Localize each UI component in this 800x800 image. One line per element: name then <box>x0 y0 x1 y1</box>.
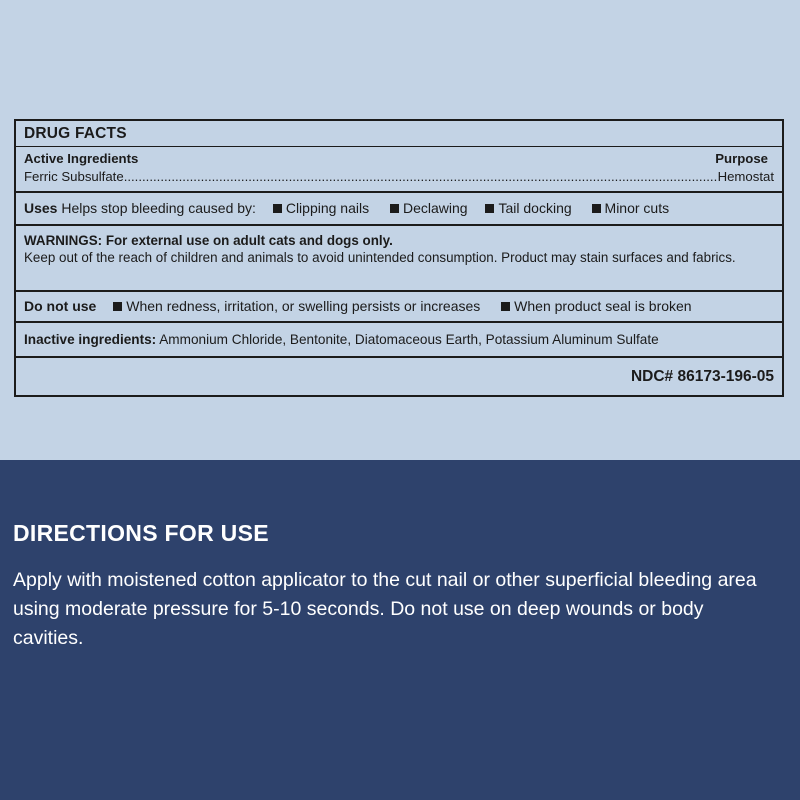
inactive-text: Ammonium Chloride, Bentonite, Diatomaceous Earth, Potassium Aluminum Sulfate <box>159 332 659 347</box>
uses-item: Tail docking <box>498 200 572 216</box>
active-ingredients-row <box>16 147 782 193</box>
bullet-square-icon <box>273 204 282 213</box>
uses-item: Minor cuts <box>604 200 670 216</box>
bullet-square-icon <box>592 204 601 213</box>
directions-section <box>0 460 800 800</box>
leader-dots <box>124 168 718 186</box>
uses-row <box>16 193 782 226</box>
uses-item: Clipping nails <box>285 200 370 216</box>
uses-item: Declawing <box>403 200 468 216</box>
directions-title: DIRECTIONS FOR USE <box>13 520 269 546</box>
ndc-number: NDC# 86173-196-05 <box>630 368 774 385</box>
active-ingredient: Ferric Subsulfate <box>24 169 124 184</box>
directions-text: Apply with moistened cotton applicator to the cut nail or other superficial bleeding area using moderate pressure for 5-10 seconds. Do not use on deep wounds or body cavities. <box>13 569 757 649</box>
do-not-use-row <box>16 292 782 323</box>
ndc-row <box>16 358 782 395</box>
warnings-text: Keep out of the reach of children and animals to avoid unintended consumption. Product may stain surfaces and fabrics. <box>24 250 736 265</box>
bullet-square-icon <box>390 204 399 213</box>
drug-facts-title: DRUG FACTS <box>24 125 127 142</box>
drug-facts-panel <box>14 119 784 397</box>
do-not-use-item: When product seal is broken <box>514 298 692 314</box>
bullet-square-icon <box>113 302 122 311</box>
purpose-header: Purpose <box>715 151 768 166</box>
drug-facts-title-row <box>16 121 782 147</box>
bullet-square-icon <box>501 302 510 311</box>
active-ingredients-header: Active Ingredients <box>24 151 139 166</box>
uses-label: Uses <box>24 200 58 216</box>
do-not-use-label: Do not use <box>24 298 97 314</box>
uses-text: Helps stop bleeding caused by: <box>61 200 256 216</box>
inactive-ingredients-row <box>16 323 782 358</box>
warnings-row <box>16 226 782 292</box>
purpose-value: Hemostat <box>717 169 774 184</box>
do-not-use-item: When redness, irritation, or swelling persists or increases <box>126 298 481 314</box>
inactive-label: Inactive ingredients: <box>24 332 157 347</box>
bullet-square-icon <box>485 204 494 213</box>
warnings-title: WARNINGS: For external use on adult cats and dogs only. <box>24 233 393 248</box>
